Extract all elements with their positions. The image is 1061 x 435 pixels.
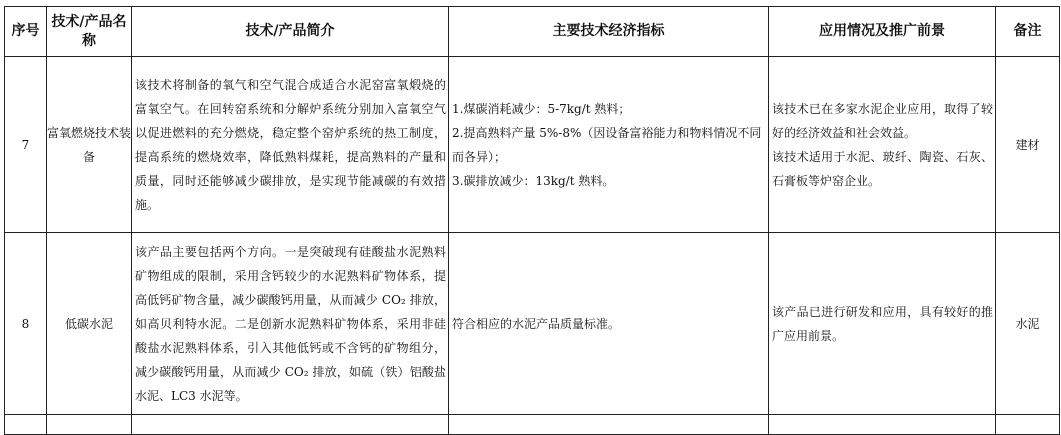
application-item: 该技术已在多家水泥企业应用，取得了较好的经济效益和社会效益。 bbox=[772, 101, 993, 140]
row-number: 7 bbox=[5, 57, 47, 233]
header-row bbox=[5, 7, 1060, 57]
indicator-item: 2.提高熟料产量 5%-8%（因设备富裕能力和物料情况不同而各异）； bbox=[452, 125, 762, 164]
application-prospect bbox=[769, 233, 996, 415]
header-name: 技术/产品名称 bbox=[47, 7, 132, 57]
table-row-partial bbox=[5, 415, 1060, 435]
header-no: 序号 bbox=[5, 7, 47, 57]
header-intro: 技术/产品简介 bbox=[132, 7, 449, 57]
row-number: 8 bbox=[5, 233, 47, 415]
table-row bbox=[5, 233, 1060, 415]
product-intro: 该技术将制备的氧气和空气混合成适合水泥窑富氧煅烧的富氧空气。在回转窑系统和分解炉系统分别加入富氧空气以促进燃料的充分燃烧，稳定整个窑炉系统的热工制度，提高系统的燃烧效率，降低熟料煤耗，提高熟料的产量和质量，同时还能够减少碳排放，是实现节能减碳的有效措施。 bbox=[132, 57, 449, 233]
header-indicators: 主要技术经济指标 bbox=[449, 7, 769, 57]
technical-indicators bbox=[449, 233, 769, 415]
product-name: 低碳水泥 bbox=[47, 233, 132, 415]
indicator-item: 3.碳排放减少：13kg/t 熟料。 bbox=[452, 173, 615, 188]
product-intro: 该产品主要包括两个方向。一是突破现有硅酸盐水泥熟料矿物组成的限制，采用含钙较少的水泥熟料矿物体系，提高低钙矿物含量，减少碳酸钙用量，从而减少 CO₂ 排放，如高贝利特水泥。二是创新水泥熟料矿物体系，采用非硅酸盐水泥熟料体系，引入其他低钙或不含钙的矿物组分，减少碳酸钙用量，从而减少 CO₂ 排放，如硫（铁）铝酸盐水泥、LC3 水泥等。 bbox=[132, 233, 449, 415]
note-cell: 水泥 bbox=[996, 233, 1060, 415]
indicator-item: 符合相应的水泥产品质量标准。 bbox=[452, 316, 621, 331]
empty-cell bbox=[996, 415, 1060, 435]
empty-cell bbox=[5, 415, 47, 435]
header-note: 备注 bbox=[996, 7, 1060, 57]
empty-cell bbox=[47, 415, 132, 435]
note-cell: 建材 bbox=[996, 57, 1060, 233]
technology-catalog-table bbox=[4, 6, 1060, 435]
application-item: 该产品已进行研发和应用，具有较好的推广应用前景。 bbox=[772, 304, 993, 343]
technical-indicators bbox=[449, 57, 769, 233]
empty-cell bbox=[132, 415, 449, 435]
table-row bbox=[5, 57, 1060, 233]
application-item: 该技术适用于水泥、玻纤、陶瓷、石灰、石膏板等炉窑企业。 bbox=[772, 149, 993, 188]
header-application: 应用情况及推广前景 bbox=[769, 7, 996, 57]
empty-cell bbox=[449, 415, 769, 435]
empty-cell bbox=[769, 415, 996, 435]
application-prospect bbox=[769, 57, 996, 233]
product-name: 富氧燃烧技术装备 bbox=[47, 57, 132, 233]
indicator-item: 1.煤碳消耗减少：5-7kg/t 熟料； bbox=[452, 101, 631, 116]
